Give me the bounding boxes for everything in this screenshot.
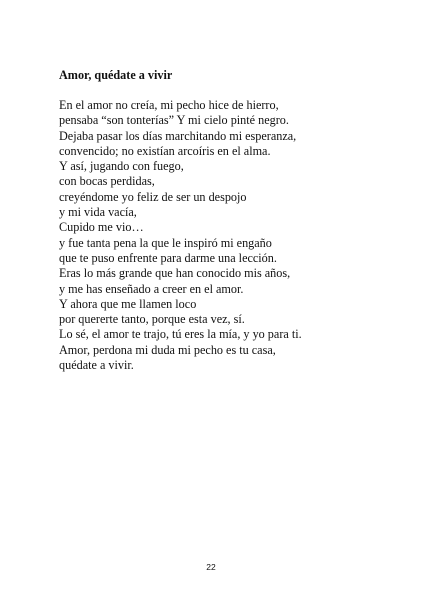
poem-line: Cupido me vio… bbox=[59, 220, 144, 235]
poem-line: Amor, perdona mi duda mi pecho es tu casa, bbox=[59, 342, 276, 357]
poem-line: Y ahora que me llamen loco bbox=[59, 296, 197, 311]
poem-line: y fue tanta pena la que le inspiró mi engaño bbox=[59, 235, 272, 250]
poem-line: quédate a vivir. bbox=[59, 358, 134, 373]
poem-line: con bocas perdidas, bbox=[59, 174, 155, 189]
poem-line: que te puso enfrente para darme una lección. bbox=[59, 250, 277, 265]
poem-title: Amor, quédate a vivir bbox=[59, 68, 173, 82]
poem-line: y mi vida vacía, bbox=[59, 205, 137, 220]
page-number: 22 bbox=[206, 562, 216, 572]
poem-line: convencido; no existían arcoíris en el alma. bbox=[59, 143, 271, 158]
poem-line: Dejaba pasar los días marchitando mi esperanza, bbox=[59, 128, 297, 143]
poem-line: creyéndome yo feliz de ser un despojo bbox=[59, 189, 247, 204]
poem-line: Eras lo más grande que han conocido mis años, bbox=[59, 266, 291, 281]
poem-line: Y así, jugando con fuego, bbox=[59, 159, 184, 174]
poem-line: pensaba “son tonterías” Y mi cielo pinté negro. bbox=[59, 113, 289, 128]
poem-line: y me has enseñado a creer en el amor. bbox=[59, 281, 244, 296]
poem-body bbox=[59, 98, 302, 373]
poem-line: En el amor no creía, mi pecho hice de hierro, bbox=[59, 98, 279, 112]
poem-line: por quererte tanto, porque esta vez, sí. bbox=[59, 312, 245, 327]
poem-line: Lo sé, el amor te trajo, tú eres la mía, y yo para ti. bbox=[59, 327, 302, 342]
